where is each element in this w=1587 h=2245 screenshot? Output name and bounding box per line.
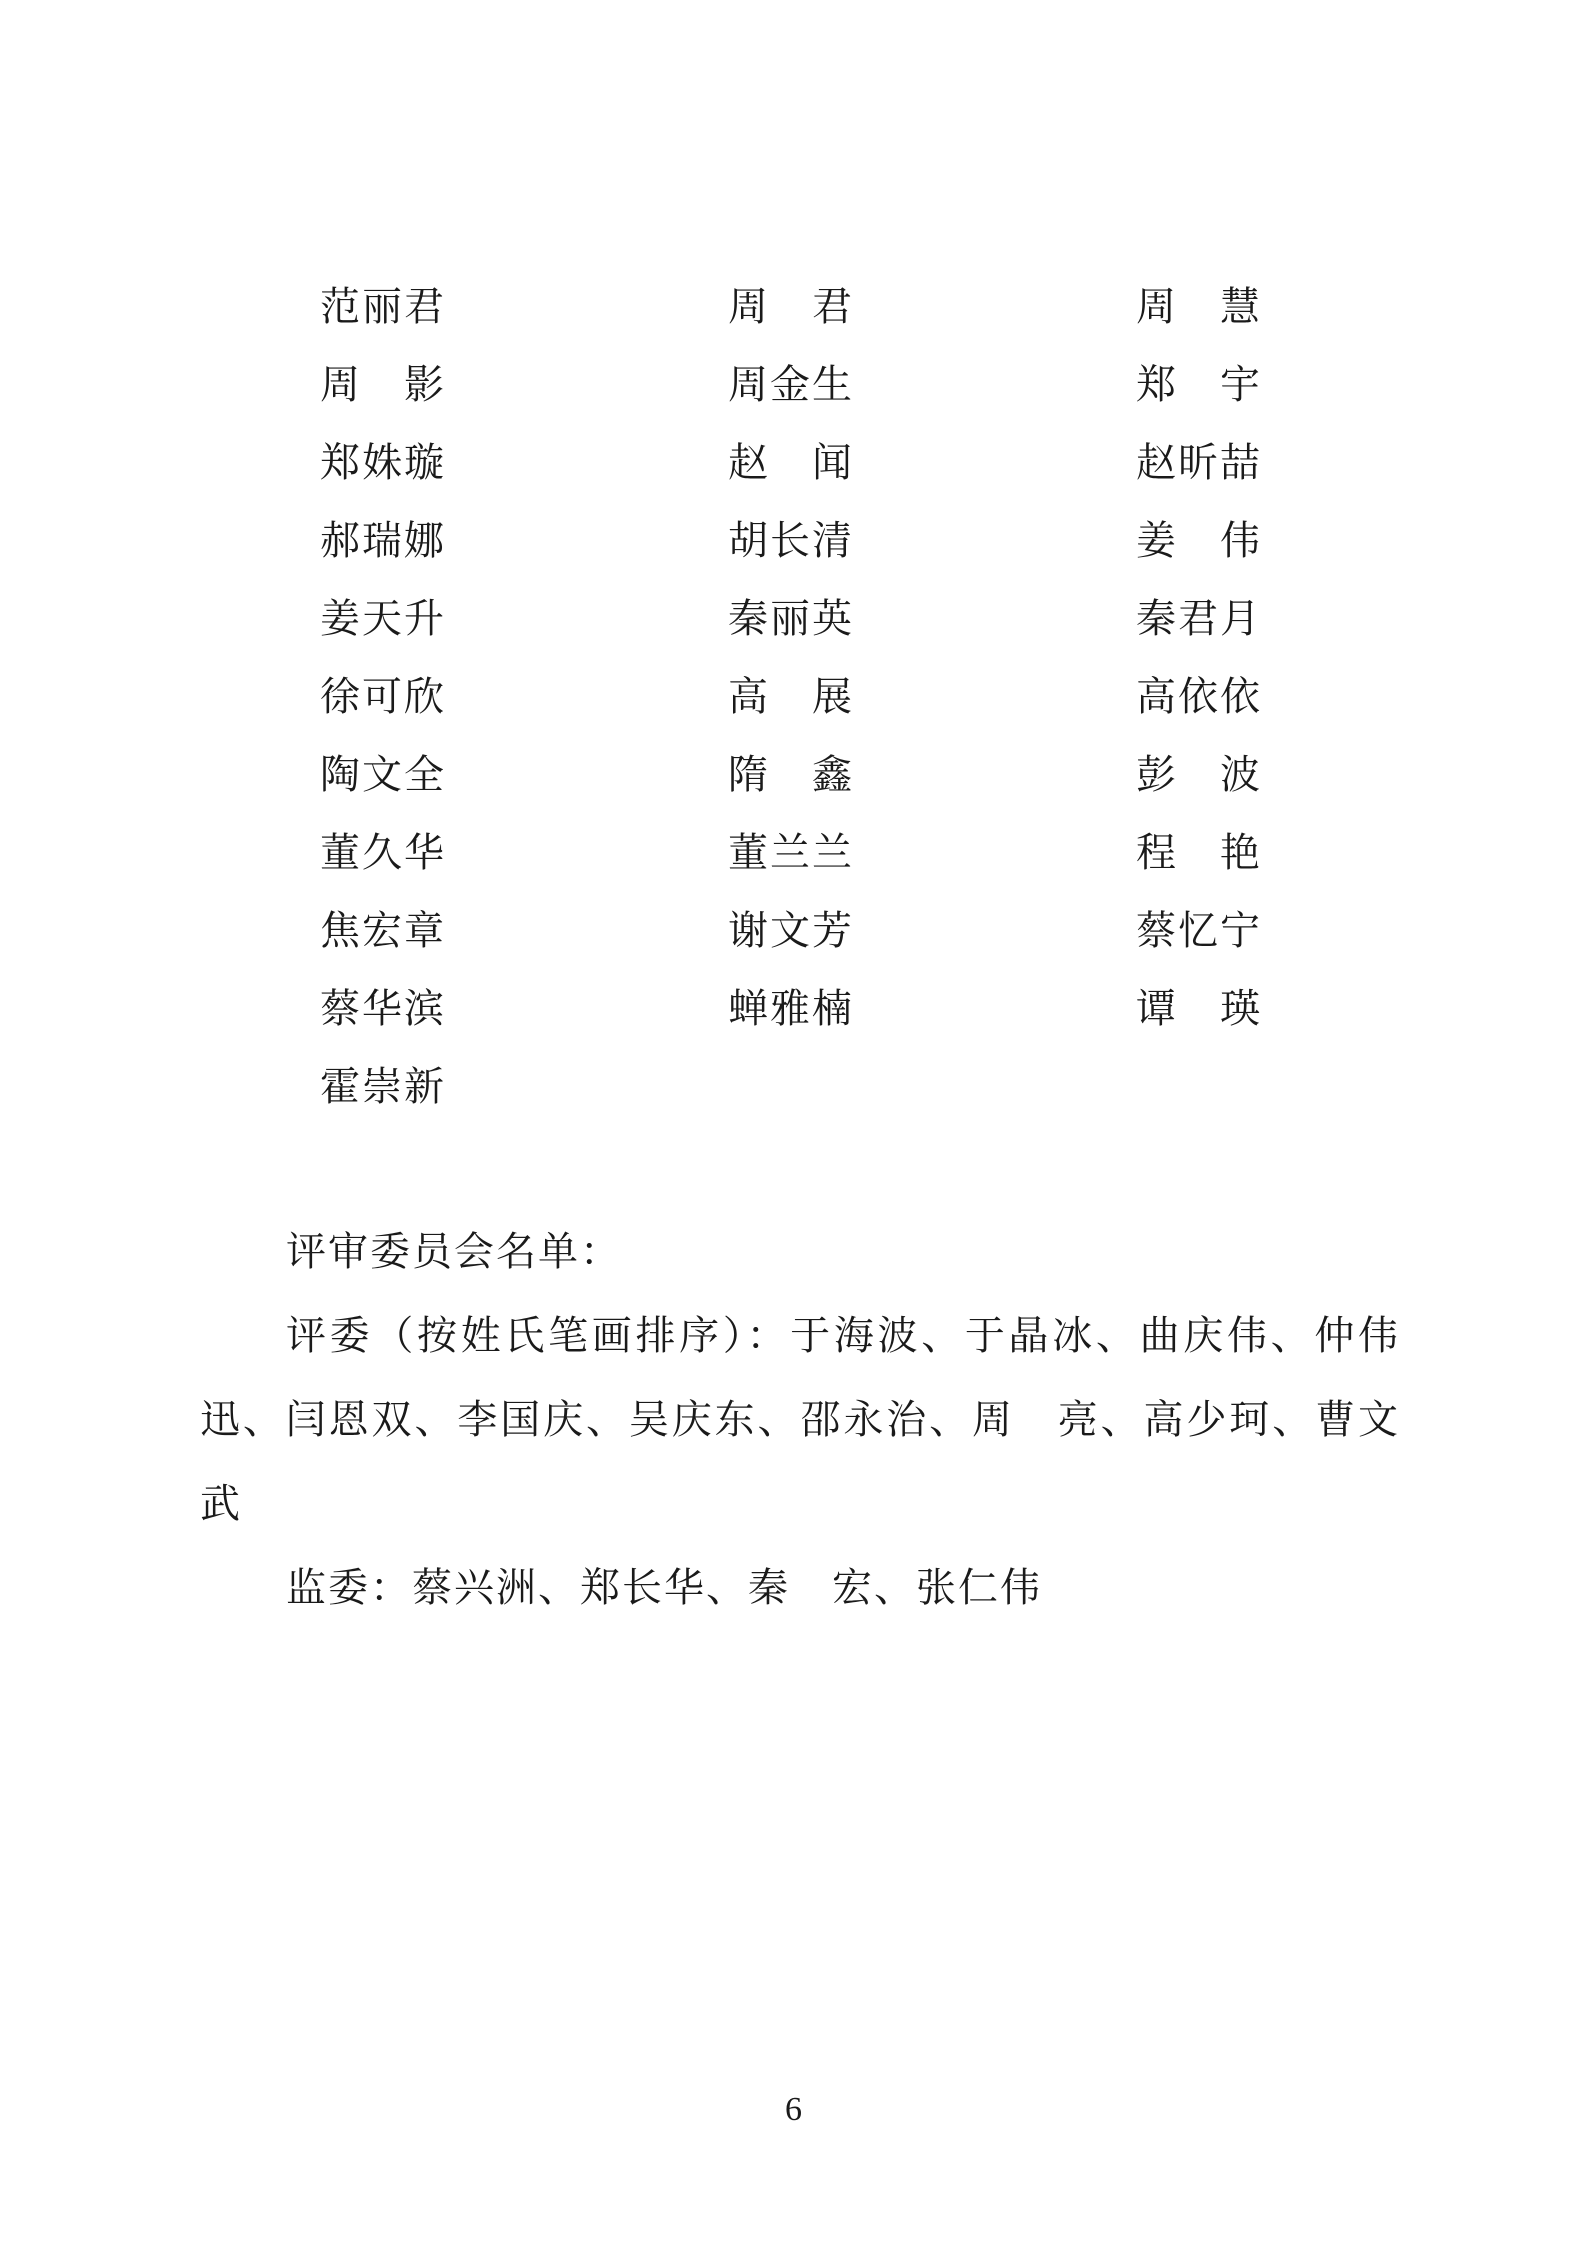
name-item: 隋 鑫 [728, 752, 854, 798]
name-item: 秦君月 [1136, 596, 1262, 642]
page-number: 6 [785, 2091, 802, 2128]
name-item: 周 君 [728, 284, 854, 330]
name-item: 彭 波 [1136, 752, 1262, 798]
name-item: 焦宏章 [320, 908, 446, 954]
name-item: 高 展 [728, 674, 854, 720]
name-item: 谭 瑛 [1136, 986, 1262, 1032]
name-item: 程 艳 [1136, 830, 1262, 876]
name-item: 郝瑞娜 [320, 518, 446, 564]
name-item: 周 影 [320, 362, 446, 408]
name-item: 胡长清 [728, 518, 854, 564]
name-item: 徐可欣 [320, 674, 446, 720]
name-item: 谢文芳 [728, 908, 854, 954]
supervisors-paragraph: 监委：蔡兴洲、郑长华、秦 宏、张仁伟 [286, 1565, 1042, 1611]
name-item: 郑姝璇 [320, 440, 446, 486]
committee-heading: 评审委员会名单： [286, 1229, 622, 1275]
name-item: 赵昕喆 [1136, 440, 1262, 486]
name-item: 蔡忆宁 [1136, 908, 1262, 954]
name-item: 周金生 [728, 362, 854, 408]
name-item: 蔡华滨 [320, 986, 446, 1032]
name-item: 范丽君 [320, 284, 446, 330]
name-item: 霍崇新 [320, 1064, 446, 1110]
name-item: 赵 闻 [728, 440, 854, 486]
name-item: 陶文全 [320, 752, 446, 798]
review-committee-section [200, 1210, 1400, 1630]
name-item: 郑 宇 [1136, 362, 1262, 408]
name-item: 周 慧 [1136, 284, 1262, 330]
name-item: 高依依 [1136, 674, 1262, 720]
name-item: 董久华 [320, 830, 446, 876]
judges-paragraph: 评委（按姓氏笔画排序）：于海波、于晶冰、曲庆伟、仲伟迅、闫恩双、李国庆、吴庆东、邵永治、周 亮、高少珂、曹文武 [200, 1313, 1400, 1527]
winners-name-list [320, 268, 1300, 1126]
name-item: 董兰兰 [728, 830, 854, 876]
name-item: 姜天升 [320, 596, 446, 642]
name-item: 姜 伟 [1136, 518, 1262, 564]
name-item: 蝉雅楠 [728, 986, 854, 1032]
name-item: 秦丽英 [728, 596, 854, 642]
